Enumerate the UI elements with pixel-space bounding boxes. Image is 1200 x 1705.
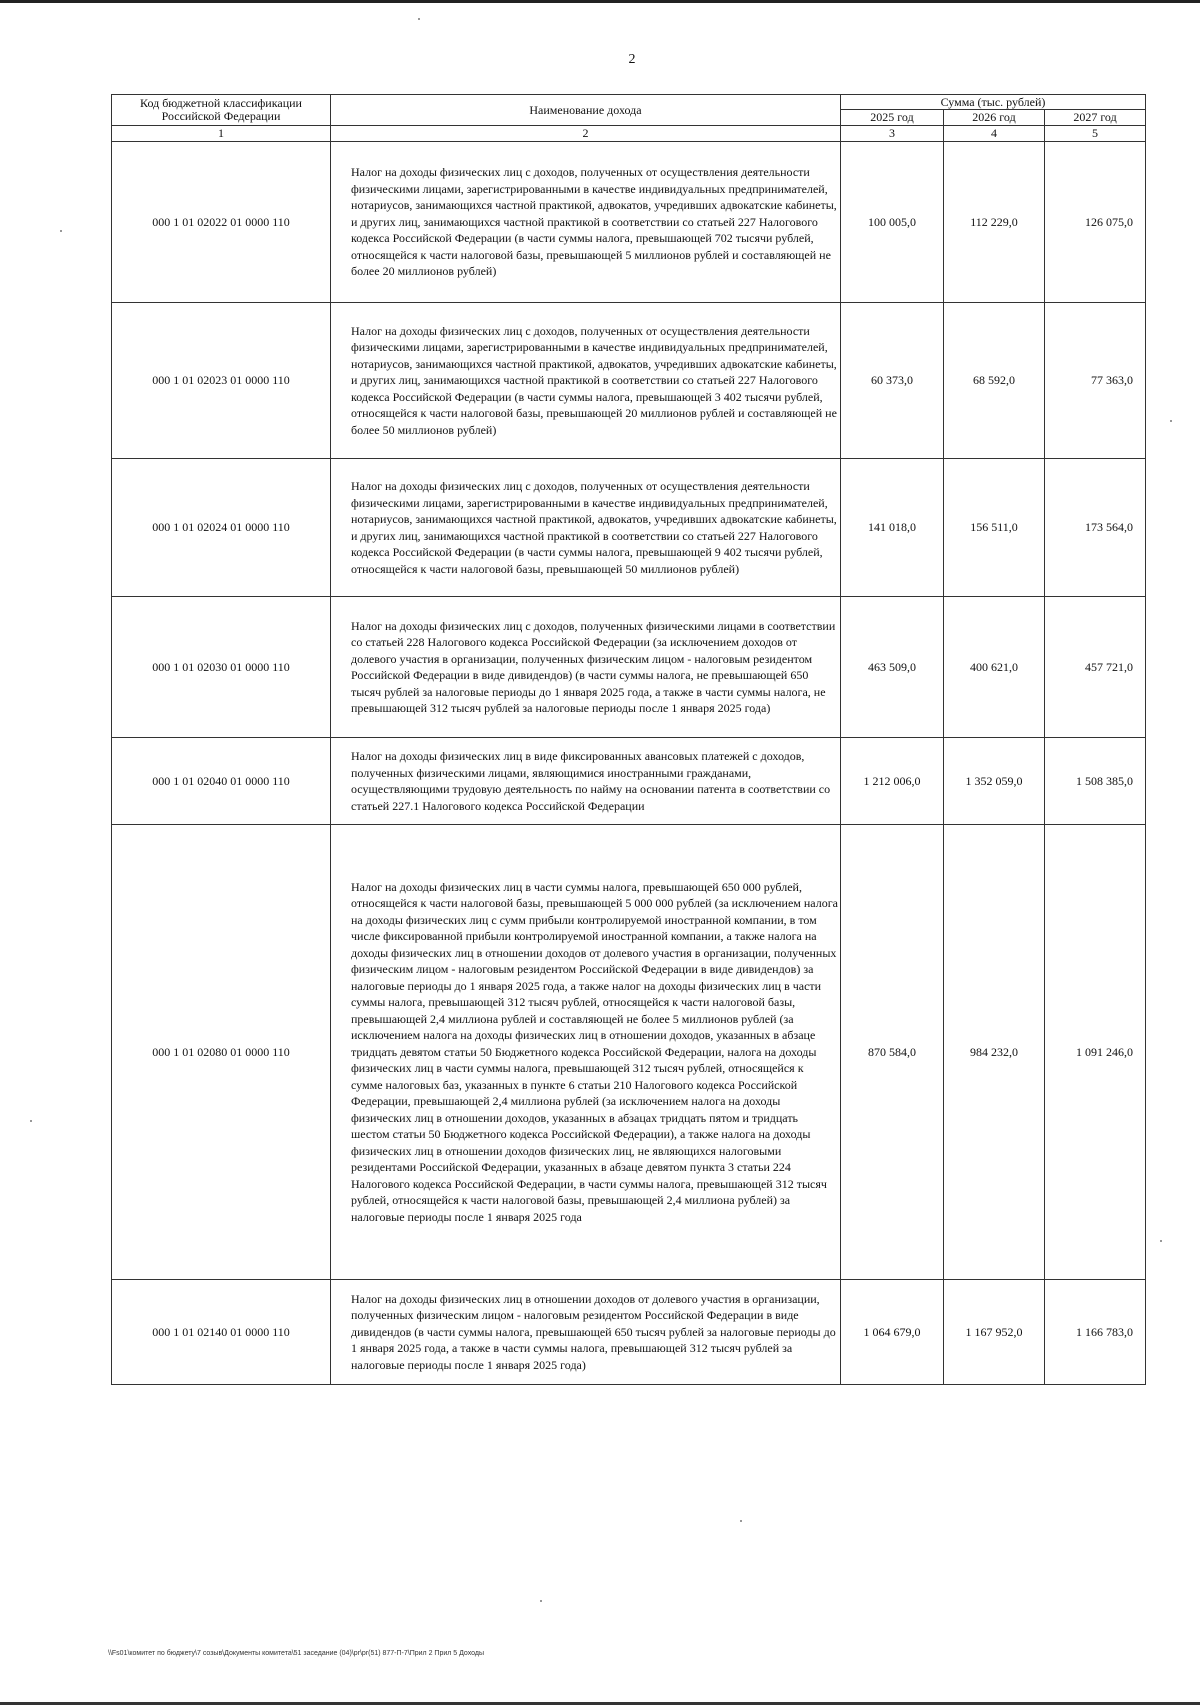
scan-speck bbox=[740, 1520, 742, 1522]
header-sum: Сумма (тыс. рублей) bbox=[841, 95, 1146, 110]
row-value-2026: 400 621,0 bbox=[944, 597, 1045, 738]
footer-file-path: \\Fs01\комитет по бюджету\7 созыв\Документы комитета\51 заседание (04)\pr\pr(51) 877-П-7\Прил 2 Прил 5 Доходы bbox=[108, 1650, 485, 1657]
row-value-2025: 141 018,0 bbox=[841, 459, 944, 597]
row-value-2025: 463 509,0 bbox=[841, 597, 944, 738]
row-name: Налог на доходы физических лиц в отношении доходов от долевого участия в организации, полученных физическим лицом - налоговым резидентом Российской Федерации в виде дивидендов (в части суммы налога, превышающей 650 тысяч рублей за налоговые периоды до 1 января 2025 года, а также в части суммы налога, превышающей 312 тысяч рублей за налоговые периоды после 1 января 2025 года) bbox=[331, 1280, 841, 1385]
row-value-2026: 984 232,0 bbox=[944, 825, 1045, 1280]
row-value-2027: 1 166 783,0 bbox=[1045, 1280, 1146, 1385]
header-year-2027: 2027 год bbox=[1045, 110, 1146, 126]
row-name: Налог на доходы физических лиц в части суммы налога, превышающей 650 000 рублей, относящейся к части налоговой базы, превышающей 5 000 000 рублей (за исключением налога на доходы физических лиц с сумм прибыли контролируемой иностранной компании, в том числе фиксированной прибыли контролируемой иностранной компании, а также налога на доходы физических лиц в отношении доходов от долевого участия в организации, полученных физическим лицом - налоговым резидентом Российской Федерации в виде дивидендов) за налоговые периоды до 1 января 2025 года, а также налог на доходы физических лиц в части суммы налога, превышающей 312 тысяч рублей, относящейся к части налоговой базы, превышающей 2,4 миллиона рублей и составляющей не более 5 миллионов рублей (за исключением налога на доходы физических лиц в отношении доходов, указанных в абзаце тридцать девятом статьи 50 Бюджетного кодекса Российской Федерации, налога на доходы физических лиц в части суммы налога, превышающей 312 тысяч рублей, относящейся к сумме налоговых баз, указанных в пункте 6 статьи 210 Налогового кодекса Российской Федерации, превышающей 2,4 миллиона рублей (за исключением налога на доходы физических лиц в отношении доходов, указанных в абзацах тридцать пятом и тридцать шестом статьи 50 Бюджетного кодекса Российской Федерации), а также налога на доходы физических лиц в отношении доходов физических лиц, не являющихся налоговыми резидентами Российской Федерации, указанных в абзаце девятом пункта 3 статьи 224 Налогового кодекса Российской Федерации, в части суммы налога, превышающей 312 тысяч рублей, относящейся к части налоговой базы, превышающей 2,4 миллиона рублей) за налоговые периоды после 1 января 2025 года bbox=[331, 825, 841, 1280]
row-value-2027: 1 508 385,0 bbox=[1045, 738, 1146, 825]
row-code: 000 1 01 02030 01 0000 110 bbox=[112, 597, 331, 738]
row-value-2026: 156 511,0 bbox=[944, 459, 1045, 597]
row-value-2026: 1 352 059,0 bbox=[944, 738, 1045, 825]
row-name: Налог на доходы физических лиц с доходов, полученных от осуществления деятельности физическими лицами, зарегистрированными в качестве индивидуальных предпринимателей, нотариусов, занимающихся частной практикой, адвокатов, учредивших адвокатские кабинеты, и других лиц, занимающихся частной практикой в соответствии со статьей 227 Налогового кодекса Российской Федерации (в части суммы налога, превышающей 3 402 тысячи рублей, относящейся к части налоговой базы, превышающей 20 миллионов рублей и составляющей не более 50 миллионов рублей) bbox=[331, 303, 841, 459]
row-value-2025: 60 373,0 bbox=[841, 303, 944, 459]
header-code: Код бюджетной классификации Российской Федерации bbox=[112, 95, 331, 126]
row-value-2025: 1 212 006,0 bbox=[841, 738, 944, 825]
row-value-2027: 126 075,0 bbox=[1045, 142, 1146, 303]
header-year-2026: 2026 год bbox=[944, 110, 1045, 126]
row-value-2026: 68 592,0 bbox=[944, 303, 1045, 459]
row-name: Налог на доходы физических лиц с доходов, полученных от осуществления деятельности физическими лицами, зарегистрированными в качестве индивидуальных предпринимателей, нотариусов, занимающихся частной практикой, адвокатов, учредивших адвокатские кабинеты, и других лиц, занимающихся частной практикой в соответствии со статьей 227 Налогового кодекса Российской Федерации (в части суммы налога, превышающей 9 402 тысячи рублей, относящейся к части налоговой базы, превышающей 50 миллионов рублей) bbox=[331, 459, 841, 597]
scan-speck bbox=[1170, 420, 1172, 422]
scan-speck bbox=[540, 1600, 542, 1602]
scan-speck bbox=[30, 1120, 32, 1122]
scan-speck bbox=[1160, 1240, 1162, 1242]
row-code: 000 1 01 02040 01 0000 110 bbox=[112, 738, 331, 825]
row-value-2027: 173 564,0 bbox=[1045, 459, 1146, 597]
row-code: 000 1 01 02023 01 0000 110 bbox=[112, 303, 331, 459]
scan-speck bbox=[418, 18, 420, 20]
row-code: 000 1 01 02024 01 0000 110 bbox=[112, 459, 331, 597]
col-number-5: 5 bbox=[1045, 126, 1146, 142]
row-code: 000 1 01 02022 01 0000 110 bbox=[112, 142, 331, 303]
row-code: 000 1 01 02080 01 0000 110 bbox=[112, 825, 331, 1280]
table-row bbox=[112, 142, 1146, 303]
row-name: Налог на доходы физических лиц с доходов, полученных физическими лицами в соответствии со статьей 228 Налогового кодекса Российской Федерации (за исключением доходов от долевого участия в организации, полученных физическим лицом - налоговым резидентом Российской Федерации в виде дивидендов) (в части суммы налога, не превышающей 650 тысяч рублей за налоговые периоды до 1 января 2025 года, а также в части суммы налога, не превышающей 312 тысяч рублей за налоговые периоды после 1 января 2025 года) bbox=[331, 597, 841, 738]
row-value-2026: 112 229,0 bbox=[944, 142, 1045, 303]
row-name: Налог на доходы физических лиц с доходов, полученных от осуществления деятельности физическими лицами, зарегистрированными в качестве индивидуальных предпринимателей, нотариусов, занимающихся частной практикой, адвокатов, учредивших адвокатские кабинеты, и других лиц, занимающихся частной практикой в соответствии со статьей 227 Налогового кодекса Российской Федерации (в части суммы налога, превышающей 702 тысячи рублей, относящейся к части налоговой базы, превышающей 5 миллионов рублей и составляющей не более 20 миллионов рублей) bbox=[331, 142, 841, 303]
table-row bbox=[112, 459, 1146, 597]
row-value-2027: 77 363,0 bbox=[1045, 303, 1146, 459]
table-row bbox=[112, 597, 1146, 738]
table-row bbox=[112, 825, 1146, 1280]
row-code: 000 1 01 02140 01 0000 110 bbox=[112, 1280, 331, 1385]
col-number-3: 3 bbox=[841, 126, 944, 142]
row-value-2026: 1 167 952,0 bbox=[944, 1280, 1045, 1385]
scan-speck bbox=[60, 230, 62, 232]
table-row bbox=[112, 1280, 1146, 1385]
table-row bbox=[112, 738, 1146, 825]
budget-income-table bbox=[111, 94, 1146, 1385]
row-name: Налог на доходы физических лиц в виде фиксированных авансовых платежей с доходов, полученных физическими лицами, являющимися иностранными гражданами, осуществляющими трудовую деятельность по найму на основании патента в соответствии со статьей 227.1 Налогового кодекса Российской Федерации bbox=[331, 738, 841, 825]
table-row bbox=[112, 303, 1146, 459]
row-value-2025: 870 584,0 bbox=[841, 825, 944, 1280]
page-number: 2 bbox=[628, 52, 636, 67]
col-number-1: 1 bbox=[112, 126, 331, 142]
row-value-2027: 457 721,0 bbox=[1045, 597, 1146, 738]
header-name: Наименование дохода bbox=[331, 95, 841, 126]
row-value-2025: 1 064 679,0 bbox=[841, 1280, 944, 1385]
col-number-4: 4 bbox=[944, 126, 1045, 142]
row-value-2025: 100 005,0 bbox=[841, 142, 944, 303]
col-number-2: 2 bbox=[331, 126, 841, 142]
row-value-2027: 1 091 246,0 bbox=[1045, 825, 1146, 1280]
scan-top-edge bbox=[0, 0, 1200, 3]
header-year-2025: 2025 год bbox=[841, 110, 944, 126]
